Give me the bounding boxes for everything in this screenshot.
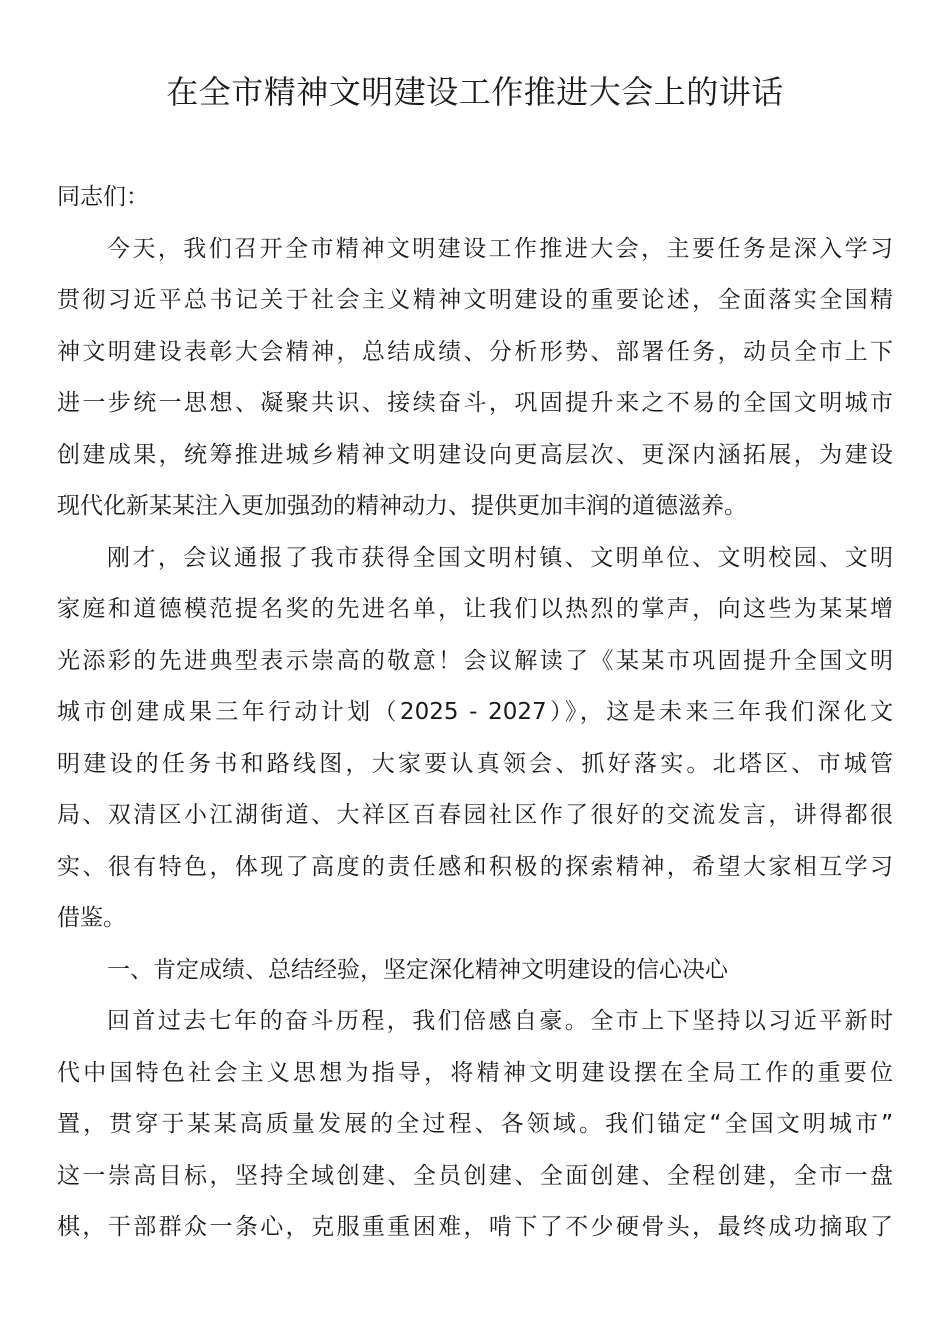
body-line: 明建设的任务书和路线图，大家要认真领会、抓好落实。北塔区、市城管 [57,750,893,777]
body-line: 同志们： [57,184,149,210]
body-line: 一、肯定成绩、总结经验，坚定深化精神文明建设的信心决心 [107,956,728,983]
document-body [57,172,893,1254]
body-line: 实、很有特色，体现了高度的责任感和积极的探索精神，希望大家相互学习 [57,853,893,880]
body-line: 进一步统一思想、凝聚共识、接续奋斗，巩固提升来之不易的全国文明城市 [57,390,893,416]
body-line: 创建成果，统筹推进城乡精神文明建设向更高层次、更深内涵拓展，为建设 [57,441,893,468]
body-line: 这一崇高目标，坚持全域创建、全员创建、全面创建、全程创建，全市一盘 [57,1162,893,1189]
body-line: 家庭和道德模范提名奖的先进名单，让我们以热烈的掌声，向这些为某某增 [57,596,893,622]
body-line: 借鉴。 [57,905,126,931]
body-line: 城市创建成果三年行动计划（2025 - 2027）》，这是未来三年我们深化文 [57,699,893,725]
body-line: 现代化新某某注入更加强劲的精神动力、提供更加丰润的道德滋养。 [57,493,747,519]
body-line: 刚才，会议通报了我市获得全国文明村镇、文明单位、文明校园、文明 [107,544,893,571]
document-title: 在全市精神文明建设工作推进大会上的讲话 [166,73,784,111]
body-line: 光添彩的先进典型表示崇高的敬意！会议解读了《某某市巩固提升全国文明 [57,647,893,674]
body-line: 神文明建设表彰大会精神，总结成绩、分析形势、部署任务，动员全市上下 [57,338,893,365]
body-line: 局、双清区小江湖街道、大祥区百春园社区作了很好的交流发言，讲得都很 [57,802,893,828]
body-line: 棋，干部群众一条心，克服重重困难，啃下了不少硬骨头，最终成功摘取了 [57,1214,893,1240]
body-line: 回首过去七年的奋斗历程，我们倍感自豪。全市上下坚持以习近平新时 [107,1008,893,1034]
body-line: 置，贯穿于某某高质量发展的全过程、各领域。我们锚定“全国文明城市” [57,1111,893,1137]
body-line: 今天，我们召开全市精神文明建设工作推进大会，主要任务是深入学习 [107,235,893,262]
body-line: 贯彻习近平总书记关于社会主义精神文明建设的重要论述，全面落实全国精 [57,287,893,313]
body-line: 代中国特色社会主义思想为指导，将精神文明建设摆在全局工作的重要位 [57,1059,893,1086]
